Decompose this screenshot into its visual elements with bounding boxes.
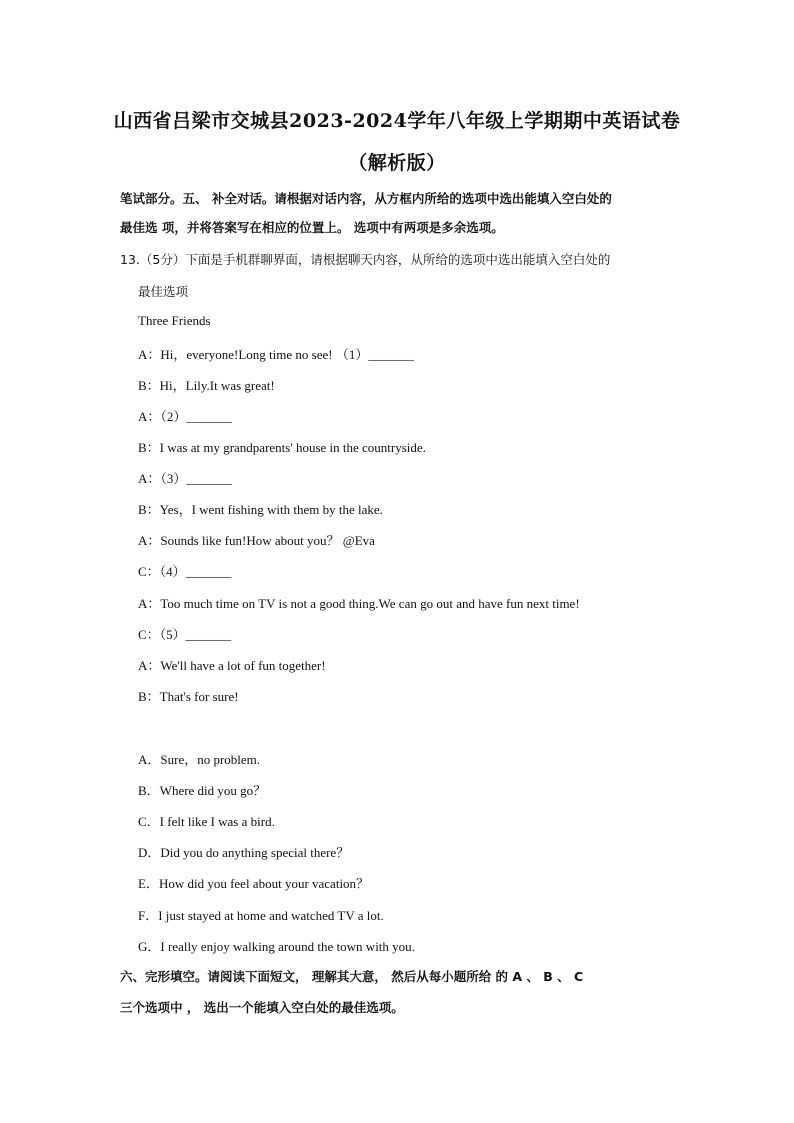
dialogue-line: B：Hi，Lily.It was great! [138,378,275,393]
dialogue-line: C：（5）_______ [138,627,232,642]
question-13-stem-line-2: 最佳选项 [138,284,189,299]
document-title-line-1: 山西省吕梁市交城县2023-2024学年八年级上学期期中英语试卷 [113,110,681,132]
section-5-instruction-line-1: 笔试部分。五、 补全对话。请根据对话内容，从方框内所给的选项中选出能填入空白处的 [120,191,612,206]
dialogue-line: C：（4）_______ [138,564,232,579]
dialogue-line: A：（3）_______ [138,471,232,486]
dialogue-line: A：We'll have a lot of fun together! [138,658,326,673]
section-6-instruction-line-1: 六、完形填空。请阅读下面短文， 理解其大意， 然后从每小题所给 的 A 、 B 、 C [120,969,584,984]
dialogue-line: B：That's for sure! [138,689,239,704]
section-6-instruction-line-2: 三个选项中 ， 选出一个能填入空白处的最佳选项。 [120,1000,404,1015]
section-5-instruction-line-2: 最佳选 项，并将答案写在相应的位置上。 选项中有两项是多余选项。 [120,220,504,235]
answer-option: C．I felt like I was a bird. [138,814,275,829]
dialogue-line: A：Hi，everyone!Long time no see! （1）_______ [138,347,414,362]
answer-option: G．I really enjoy walking around the town with you. [138,939,415,954]
dialogue-line: A：（2）_______ [138,409,232,424]
dialogue-line: B：Yes，I went fishing with them by the lake. [138,502,383,517]
chat-group-name: Three Friends [138,313,211,328]
dialogue-line: A：Too much time on TV is not a good thing.We can go out and have fun next time! [138,596,580,611]
answer-option: E．How did you feel about your vacation？ [138,876,370,891]
answer-option: B．Where did you go？ [138,783,267,798]
dialogue-line: B：I was at my grandparents' house in the countryside. [138,440,426,455]
answer-option: F．I just stayed at home and watched TV a lot. [138,908,384,923]
document-title-line-2: （解析版） [348,152,446,174]
answer-option: A．Sure，no problem. [138,752,261,767]
answer-option: D．Did you do anything special there？ [138,845,350,860]
question-13-stem-line-1: 13.（5分）下面是手机群聊界面，请根据聊天内容，从所给的选项中选出能填入空白处的 [120,252,611,267]
dialogue-line: A：Sounds like fun!How about you？ @Eva [138,533,375,548]
